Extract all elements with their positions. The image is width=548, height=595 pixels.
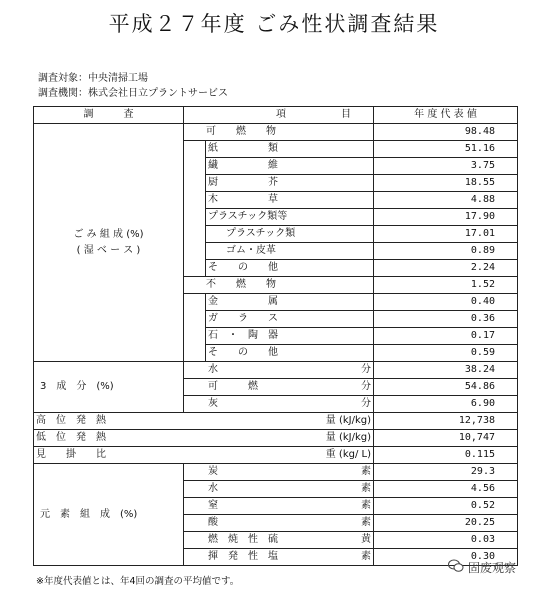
item-value: 6.90 [374,396,518,413]
item-label: プラスチック類 [206,226,374,243]
item-label: 厨 芥 [206,175,374,192]
item-value: 0.89 [374,243,518,260]
table-row: 酸 素 20.25 [34,515,518,532]
item-value: 0.03 [374,532,518,549]
item-value: 4.88 [374,192,518,209]
hhv-value: 12,738 [374,413,518,430]
density-label: 見 掛 比 [36,449,106,460]
item-value: 4.56 [374,481,518,498]
table-row: 窒 素 0.52 [34,498,518,515]
table-row: 灰 分 6.90 [34,396,518,413]
header-value: 年 度 代 表 値 [374,107,518,124]
three-components-label: 3 成 分 (%) [34,362,184,413]
table-row: 低 位 発 熱 量 (kJ/kg) 10,747 [34,430,518,447]
item-value: 51.16 [374,141,518,158]
survey-target: 調査対象：中央清掃工場 [38,73,148,84]
table-row: 見 掛 比 重 (kg/ L) 0.115 [34,447,518,464]
item-label: プラスチック類等 [206,209,374,226]
elements-label: 元 素 組 成 (%) [34,464,184,566]
table-row: 燃 焼 性 硫 黄 0.03 [34,532,518,549]
item-value: 17.01 [374,226,518,243]
table-row: 高 位 発 熱 量 (kJ/kg) 12,738 [34,413,518,430]
noncombustible-label: 不 燃 物 [184,277,374,294]
item-label: 石 ・ 陶 器 [206,328,374,345]
density-value: 0.115 [374,447,518,464]
item-value: 20.25 [374,515,518,532]
item-label: ガ ラ ス [206,311,374,328]
item-label: そ の 他 [206,345,374,362]
survey-org: 調査機関：株式会社日立プラントサービス [38,88,228,99]
item-value: 38.24 [374,362,518,379]
table-row: 揮 発 性 塩 素 0.30 [34,549,518,566]
item-value: 0.36 [374,311,518,328]
noncombustible-value: 1.52 [374,277,518,294]
item-value: 0.30 [374,549,518,566]
item-value: 18.55 [374,175,518,192]
item-value: 29.3 [374,464,518,481]
table-row: 元 素 組 成 (%) 炭 素 29.3 [34,464,518,481]
item-value: 17.90 [374,209,518,226]
table-row: 3 成 分 (%) 水 分 38.24 [34,362,518,379]
lhv-value: 10,747 [374,430,518,447]
results-table [33,106,518,566]
composition-cell: ご み 組 成 (%) ( 湿 ベ ー ス ) [34,124,184,362]
hhv-label: 高 位 発 熱 [36,415,106,426]
table-header-row [34,107,518,124]
item-label: そ の 他 [206,260,374,277]
footnote: ※年度代表値とは、年4回の調査の平均値です。 [36,576,240,587]
lhv-label: 低 位 発 熱 [36,432,106,443]
item-label: 金 属 [206,294,374,311]
wechat-icon [448,559,464,576]
table-row [34,124,518,141]
item-value: 0.52 [374,498,518,515]
page-title: 平成２７年度 ごみ性状調査結果 [108,12,440,36]
header-survey: 調 査 [34,107,184,124]
table-row: 水 素 4.56 [34,481,518,498]
item-value: 0.17 [374,328,518,345]
header-item: 項 目 [184,107,374,124]
table-row: 可 燃 分 54.86 [34,379,518,396]
watermark: 固废观察 [448,559,516,576]
combustible-value: 98.48 [374,124,518,141]
item-value: 3.75 [374,158,518,175]
item-label: 木 草 [206,192,374,209]
item-value: 54.86 [374,379,518,396]
item-label: 紙 類 [206,141,374,158]
combustible-label: 可 燃 物 [184,124,374,141]
item-value: 2.24 [374,260,518,277]
item-label: ゴム・皮革 [206,243,374,260]
item-value: 0.40 [374,294,518,311]
item-label: 繊 維 [206,158,374,175]
item-value: 0.59 [374,345,518,362]
